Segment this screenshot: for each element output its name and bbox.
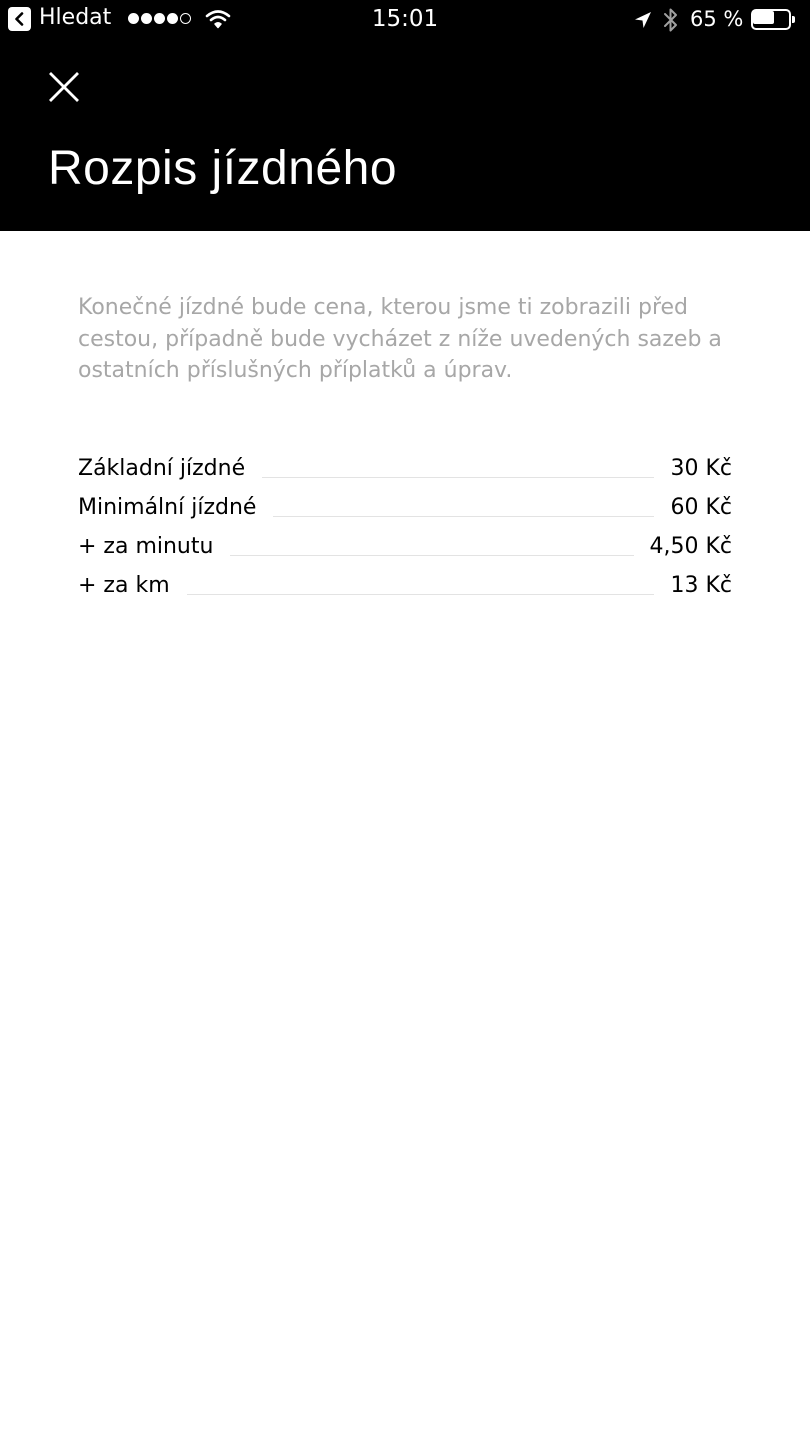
fare-rate-row (78, 527, 732, 566)
battery-icon (751, 9, 795, 30)
fare-rate-leader-line (273, 516, 654, 517)
location-arrow-icon (633, 10, 653, 30)
fare-rate-row (78, 488, 732, 527)
fare-rate-value: 13 Kč (670, 573, 732, 598)
battery-percentage: 65 % (690, 7, 744, 31)
fare-rate-label: + za minutu (78, 534, 214, 559)
fare-rate-value: 30 Kč (670, 456, 732, 481)
battery-tip (792, 16, 795, 23)
header (0, 0, 810, 231)
fare-rate-value: 60 Kč (670, 495, 732, 520)
close-icon (49, 72, 79, 102)
fare-rate-label: Základní jízdné (78, 456, 246, 481)
close-button[interactable] (44, 67, 84, 107)
page-title: Rozpis jízdného (48, 142, 398, 195)
status-bar (0, 0, 810, 40)
battery-fill (753, 11, 774, 24)
back-label[interactable]: Hledat (39, 5, 112, 30)
fare-rate-leader-line (262, 477, 654, 478)
bluetooth-icon (662, 6, 680, 34)
fare-rate-leader-line (187, 594, 655, 595)
clock: 15:01 (371, 6, 439, 32)
fare-rates-list (78, 449, 732, 605)
fare-rate-row (78, 566, 732, 605)
fare-rate-row (78, 449, 732, 488)
fare-rate-value: 4,50 Kč (649, 534, 732, 559)
fare-rate-label: + za km (78, 573, 170, 598)
fare-disclaimer: Konečné jízdné bude cena, kterou jsme ti zobrazili před cestou, případně bude vycházet z níže uvedených sazeb a ostatních příslušných příplatků a úprav. (78, 295, 722, 383)
fare-rate-leader-line (230, 555, 633, 556)
fare-rate-label: Minimální jízdné (78, 495, 257, 520)
